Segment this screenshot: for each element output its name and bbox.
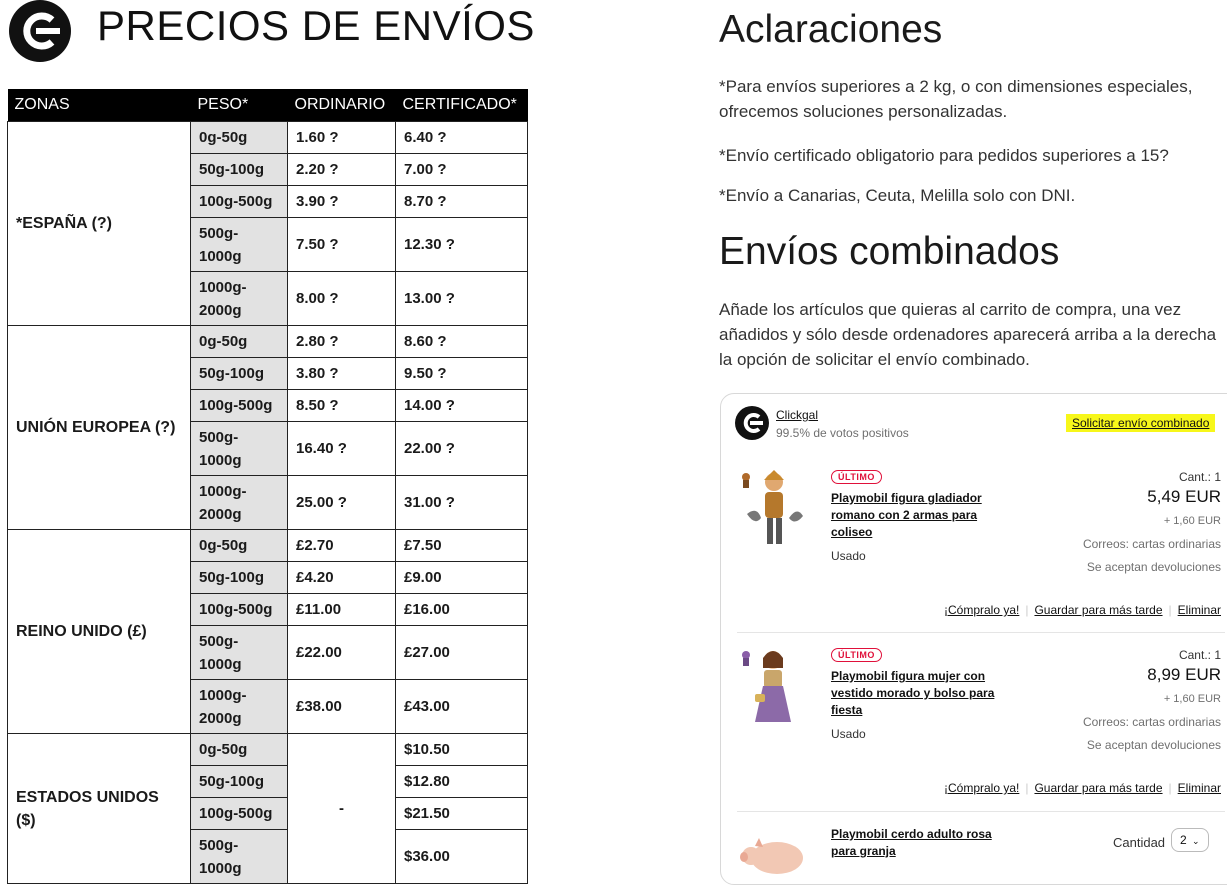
item-condition: Usado [831, 727, 866, 741]
table-row [8, 122, 528, 154]
combined-shipping-text: Añade los artículos que quieras al carrito de compra, una vez añadidos y sólo desde ordenadores aparecerá arriba a la derecha la opción de solicitar el envío combinado. [719, 300, 1217, 369]
seller-name-link[interactable]: Clickgal [776, 408, 819, 422]
ordinary-cell: £22.00 [288, 626, 396, 680]
weight-cell: 1000g-2000g [191, 680, 288, 734]
table-row [8, 530, 528, 562]
item-price: 8,99 EUR [1147, 665, 1221, 684]
cart-item [737, 646, 1225, 806]
certified-cell: 31.00 ? [396, 476, 528, 530]
zone-uk: REINO UNIDO (£) [8, 530, 191, 734]
weight-cell: 50g-100g [191, 154, 288, 186]
ordinary-cell: 1.60 ? [288, 122, 396, 154]
quantity-label: Cantidad [1113, 835, 1166, 850]
item-shipping-cost: + 1,60 EUR [1163, 693, 1221, 705]
weight-cell: 0g-50g [191, 530, 288, 562]
buy-now-link[interactable]: ¡Cómpralo ya! [943, 781, 1020, 795]
save-for-later-link[interactable]: Guardar para más tarde [1034, 781, 1163, 795]
remove-item-link[interactable]: Eliminar [1177, 603, 1221, 617]
header-ordinary: ORDINARIO [288, 89, 396, 122]
certified-cell: £16.00 [396, 594, 528, 626]
certified-cell: $21.50 [396, 798, 528, 830]
header-zones: ZONAS [8, 89, 191, 122]
weight-cell: 500g-1000g [191, 218, 288, 272]
weight-cell: 500g-1000g [191, 830, 288, 884]
weight-cell: 100g-500g [191, 186, 288, 218]
ordinary-cell: 8.50 ? [288, 390, 396, 422]
certified-cell: 7.00 ? [396, 154, 528, 186]
zone-usa: ESTADOS UNIDOS ($) [8, 734, 191, 884]
table-row [8, 734, 528, 766]
weight-cell: 50g-100g [191, 358, 288, 390]
item-actions: ¡Cómpralo ya! | Guardar para más tarde | Eliminar [943, 781, 1221, 795]
weight-cell: 50g-100g [191, 766, 288, 798]
weight-cell: 500g-1000g [191, 626, 288, 680]
weight-cell: 100g-500g [191, 390, 288, 422]
item-divider [737, 811, 1225, 812]
weight-cell: 100g-500g [191, 798, 288, 830]
note-large-shipments: *Para envíos superiores a 2 kg, o con dimensiones especiales, ofrecemos soluciones personalizadas. [719, 77, 1193, 121]
request-combined-shipping-button[interactable]: Solicitar envío combinado [1066, 414, 1215, 432]
ordinary-cell: £4.20 [288, 562, 396, 594]
item-returns: Se aceptan devoluciones [1086, 560, 1221, 574]
item-shipping-method: Correos: cartas ordinarias [1082, 715, 1221, 729]
remove-item-link[interactable]: Eliminar [1177, 781, 1221, 795]
note-canarias-dni: *Envío a Canarias, Ceuta, Melilla solo con DNI. [719, 186, 1076, 205]
shipping-price-table [7, 89, 528, 884]
table-row [8, 326, 528, 358]
certified-cell: 6.40 ? [396, 122, 528, 154]
gladiator-figure-icon [737, 468, 807, 558]
chevron-down-icon: ⌄ [1192, 836, 1200, 846]
certified-cell: $12.80 [396, 766, 528, 798]
item-shipping-cost: + 1,60 EUR [1163, 515, 1221, 527]
ordinary-cell: £11.00 [288, 594, 396, 626]
cart-item [737, 826, 1225, 885]
certified-cell: 22.00 ? [396, 422, 528, 476]
zone-spain: *ESPAÑA (?) [8, 122, 191, 326]
item-title-link[interactable]: Playmobil figura mujer con vestido morado y bolso para fiesta [831, 669, 995, 717]
certified-cell: £7.50 [396, 530, 528, 562]
certified-cell: £9.00 [396, 562, 528, 594]
item-quantity: Cant.: 1 [1178, 648, 1221, 662]
ordinary-cell: £38.00 [288, 680, 396, 734]
brand-logo-icon [6, 0, 74, 62]
weight-cell: 500g-1000g [191, 422, 288, 476]
ordinary-cell: 7.50 ? [288, 218, 396, 272]
weight-cell: 0g-50g [191, 734, 288, 766]
certified-cell: 14.00 ? [396, 390, 528, 422]
item-title-link[interactable]: Playmobil cerdo adulto rosa para granja [831, 827, 992, 858]
weight-cell: 1000g-2000g [191, 476, 288, 530]
certified-cell: 8.60 ? [396, 326, 528, 358]
weight-cell: 50g-100g [191, 562, 288, 594]
item-condition: Usado [831, 549, 866, 563]
ordinary-cell: 16.40 ? [288, 422, 396, 476]
certified-cell: 12.30 ? [396, 218, 528, 272]
woman-figure-icon [737, 646, 807, 736]
certified-cell: £27.00 [396, 626, 528, 680]
seller-logo-icon [735, 406, 769, 440]
ordinary-cell: 3.90 ? [288, 186, 396, 218]
clarifications-heading: Aclaraciones [719, 8, 943, 51]
cart-item [737, 468, 1225, 628]
ordinary-cell-unavailable: - [288, 734, 396, 884]
save-for-later-link[interactable]: Guardar para más tarde [1034, 603, 1163, 617]
certified-cell: 8.70 ? [396, 186, 528, 218]
seller-feedback: 99.5% de votos positivos [776, 426, 909, 440]
note-certified-required: *Envío certificado obligatorio para pedidos superiores a 15? [719, 146, 1169, 165]
page-title: PRECIOS DE ENVÍOS [97, 2, 535, 49]
combined-shipping-heading: Envíos combinados [719, 230, 1060, 273]
header-weight: PESO* [191, 89, 288, 122]
weight-cell: 1000g-2000g [191, 272, 288, 326]
ordinary-cell: 8.00 ? [288, 272, 396, 326]
certified-cell: $10.50 [396, 734, 528, 766]
header-certified: CERTIFICADO* [396, 89, 528, 122]
cart-preview [720, 393, 1227, 885]
last-item-badge: ÚLTIMO [831, 648, 882, 662]
item-divider [737, 632, 1225, 633]
last-item-badge: ÚLTIMO [831, 470, 882, 484]
pig-figure-icon [737, 834, 807, 874]
weight-cell: 100g-500g [191, 594, 288, 626]
certified-cell: 9.50 ? [396, 358, 528, 390]
weight-cell: 0g-50g [191, 122, 288, 154]
quantity-value: 2 [1180, 833, 1187, 847]
item-shipping-method: Correos: cartas ordinarias [1082, 537, 1221, 551]
quantity-select[interactable] [1171, 828, 1209, 852]
weight-cell: 0g-50g [191, 326, 288, 358]
buy-now-link[interactable]: ¡Cómpralo ya! [943, 603, 1020, 617]
item-actions: ¡Cómpralo ya! | Guardar para más tarde | Eliminar [943, 603, 1221, 617]
certified-cell: 13.00 ? [396, 272, 528, 326]
ordinary-cell: 25.00 ? [288, 476, 396, 530]
item-quantity: Cant.: 1 [1178, 470, 1221, 484]
ordinary-cell: 2.20 ? [288, 154, 396, 186]
certified-cell: $36.00 [396, 830, 528, 884]
certified-cell: £43.00 [396, 680, 528, 734]
ordinary-cell: £2.70 [288, 530, 396, 562]
ordinary-cell: 3.80 ? [288, 358, 396, 390]
ordinary-cell: 2.80 ? [288, 326, 396, 358]
item-price: 5,49 EUR [1147, 487, 1221, 506]
item-returns: Se aceptan devoluciones [1086, 738, 1221, 752]
zone-eu: UNIÓN EUROPEA (?) [8, 326, 191, 530]
item-title-link[interactable]: Playmobil figura gladiador romano con 2 armas para coliseo [831, 491, 982, 539]
